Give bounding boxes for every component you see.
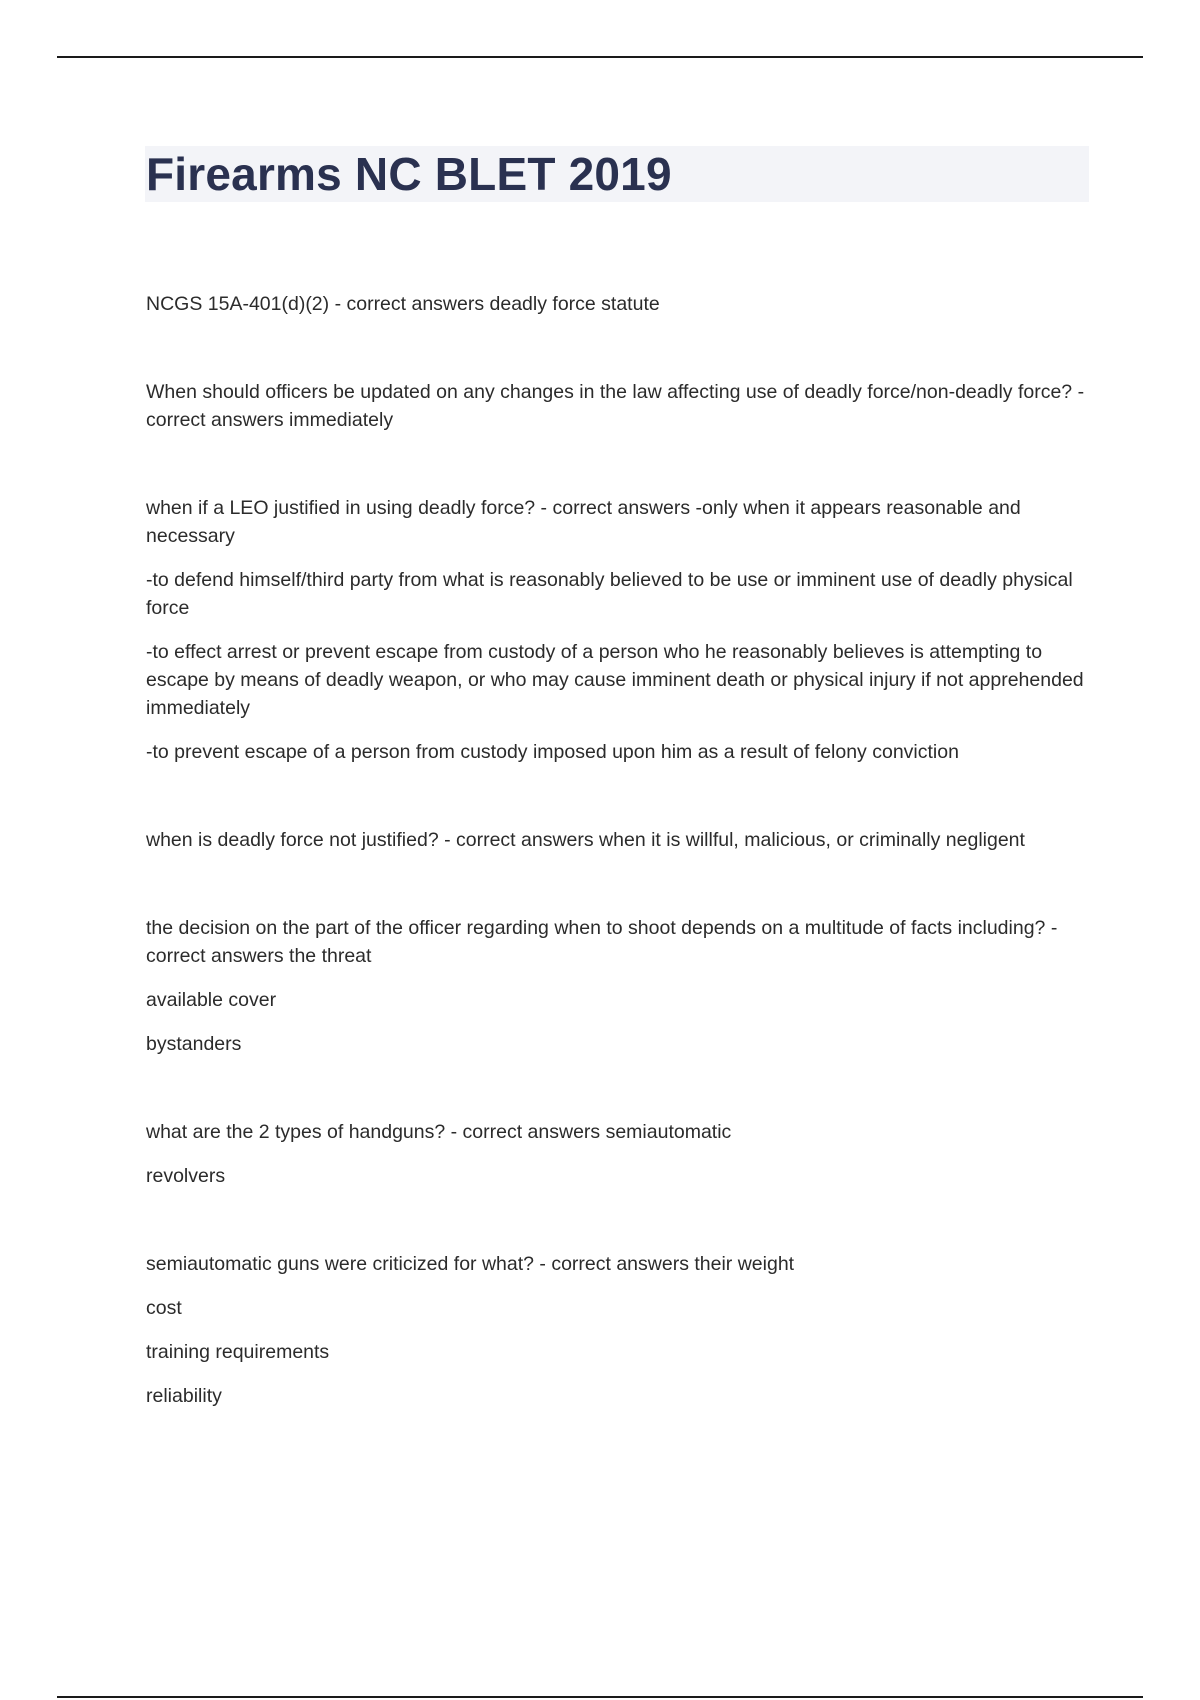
qa-line: available cover [146,989,277,1011]
page-title: Firearms NC BLET 2019 [146,148,672,200]
qa-line: training requirements [146,1341,330,1363]
qa-line: cost [146,1297,182,1319]
qa-block [146,290,1094,318]
qa-block [146,1250,1094,1410]
header-rule [57,56,1143,58]
qa-block [146,914,1094,1058]
qa-block [146,378,1094,434]
qa-line: When should officers be updated on any changes in the law affecting use of deadly force/non-deadly force? - correct answers immediately [146,381,1085,431]
qa-line: when is deadly force not justified? - correct answers when it is willful, malicious, or criminally negligent [146,829,1025,851]
qa-line: revolvers [146,1165,226,1187]
qa-line: -to prevent escape of a person from custody imposed upon him as a result of felony conviction [146,741,959,763]
qa-block [146,826,1094,854]
qa-line: when if a LEO justified in using deadly force? - correct answers -only when it appears reasonable and necessary [146,497,1021,547]
qa-block [146,1118,1094,1190]
qa-line: -to defend himself/third party from what is reasonably believed to be use or imminent use of deadly physical force [146,569,1073,619]
qa-content [146,290,1094,1470]
qa-line: NCGS 15A-401(d)(2) - correct answers deadly force statute [146,293,660,315]
qa-line: reliability [146,1385,222,1407]
footer-rule [57,1696,1143,1698]
qa-line: the decision on the part of the officer regarding when to shoot depends on a multitude of facts including? - correct answers the threat [146,917,1058,967]
qa-line: -to effect arrest or prevent escape from custody of a person who he reasonably believes is attempting to escape by means of deadly weapon, or who may cause imminent death or physical injury if not apprehended immediately [146,641,1084,719]
qa-line: semiautomatic guns were criticized for what? - correct answers their weight [146,1253,795,1275]
qa-block [146,494,1094,766]
qa-line: bystanders [146,1033,242,1055]
qa-line: what are the 2 types of handguns? - correct answers semiautomatic [146,1121,732,1143]
